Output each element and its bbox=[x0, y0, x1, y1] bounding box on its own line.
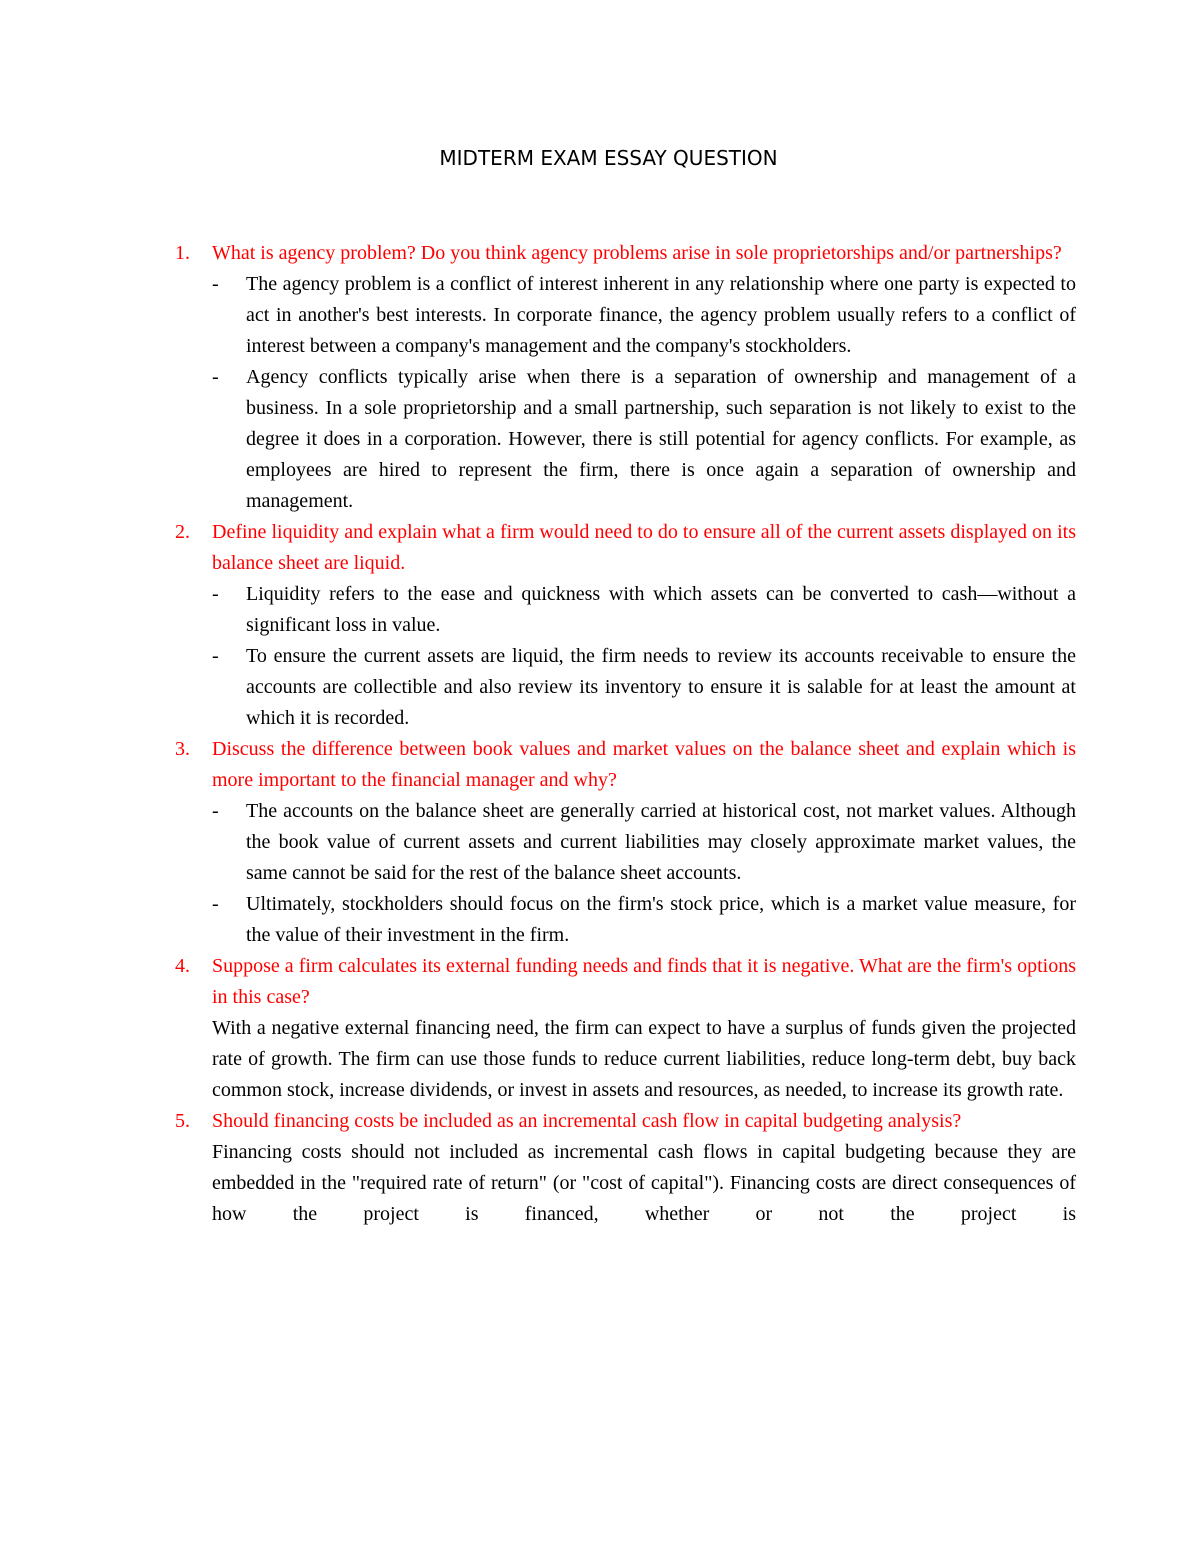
question-text: Define liquidity and explain what a firm would need to do to ensure all of the current assets displayed on its balance sheet are liquid. bbox=[212, 521, 1076, 574]
bullet-marker: - bbox=[212, 893, 219, 915]
bullet-text: Agency conflicts typically arise when there is a separation of ownership and management of a business. In a sole proprietorship and a small partnership, such separation is not likely to exist to the degree it does in a corporation. However, there is still potential for agency conflicts. For example, as employees are hired to represent the firm, there is once again a separation of ownership and management. bbox=[246, 366, 1076, 512]
question-number: 4. bbox=[175, 955, 190, 977]
answer-paragraph: With a negative external financing need, the firm can expect to have a surplus of funds given the projected rate of growth. The firm can use those funds to reduce current liabilities, reduce long-term debt, buy back common stock, increase dividends, or invest in assets and resources, as needed, to increase its growth rate. bbox=[212, 1017, 1076, 1101]
answer-bullet bbox=[212, 579, 1076, 641]
answer-bullet bbox=[212, 889, 1076, 951]
question-2 bbox=[175, 517, 1076, 579]
question-number: 5. bbox=[175, 1110, 190, 1132]
answer-bullet bbox=[212, 641, 1076, 734]
answer-list bbox=[212, 269, 1076, 517]
question-1 bbox=[175, 238, 1076, 269]
bullet-marker: - bbox=[212, 583, 219, 605]
answer-list bbox=[212, 796, 1076, 951]
bullet-text: Ultimately, stockholders should focus on the firm's stock price, which is a market value measure, for the value of their investment in the firm. bbox=[246, 893, 1076, 946]
question-number: 1. bbox=[175, 242, 190, 264]
bullet-marker: - bbox=[212, 800, 219, 822]
answer-list bbox=[212, 579, 1076, 734]
question-3 bbox=[175, 734, 1076, 796]
bullet-text: Liquidity refers to the ease and quickness with which assets can be converted to cash—without a significant loss in value. bbox=[246, 583, 1076, 636]
page-title: MIDTERM EXAM ESSAY QUESTION bbox=[439, 146, 778, 170]
question-text: What is agency problem? Do you think agency problems arise in sole proprietorships and/or partnerships? bbox=[212, 242, 1062, 264]
question-5 bbox=[175, 1106, 1076, 1137]
question-text: Suppose a firm calculates its external funding needs and finds that it is negative. What are the firm's options in this case? bbox=[212, 955, 1076, 1008]
bullet-marker: - bbox=[212, 273, 219, 295]
answer-bullet bbox=[212, 269, 1076, 362]
question-text: Should financing costs be included as an incremental cash flow in capital budgeting analysis? bbox=[212, 1110, 962, 1132]
question-number: 2. bbox=[175, 521, 190, 543]
bullet-text: The accounts on the balance sheet are generally carried at historical cost, not market values. Although the book value of current assets and current liabilities may closely approximate market values, the same cannot be said for the rest of the balance sheet accounts. bbox=[246, 800, 1076, 884]
answer-paragraph: Financing costs should not included as incremental cash flows in capital budgeting because they are embedded in the "required rate of return" (or "cost of capital"). Financing costs are direct consequences of how the project is financed, whether or not the project is bbox=[212, 1141, 1076, 1225]
answer-bullet bbox=[212, 796, 1076, 889]
answer-bullet bbox=[212, 362, 1076, 517]
document-body bbox=[175, 238, 1076, 1230]
bullet-marker: - bbox=[212, 645, 219, 667]
bullet-text: To ensure the current assets are liquid, the firm needs to review its accounts receivable to ensure the accounts are collectible and also review its inventory to ensure it is salable for at least the amount at which it is recorded. bbox=[246, 645, 1076, 729]
question-4 bbox=[175, 951, 1076, 1013]
bullet-marker: - bbox=[212, 366, 219, 388]
bullet-text: The agency problem is a conflict of interest inherent in any relationship where one party is expected to act in another's best interests. In corporate finance, the agency problem usually refers to a conflict of interest between a company's management and the company's stockholders. bbox=[246, 273, 1076, 357]
question-number: 3. bbox=[175, 738, 190, 760]
question-text: Discuss the difference between book values and market values on the balance sheet and explain which is more important to the financial manager and why? bbox=[212, 738, 1076, 791]
